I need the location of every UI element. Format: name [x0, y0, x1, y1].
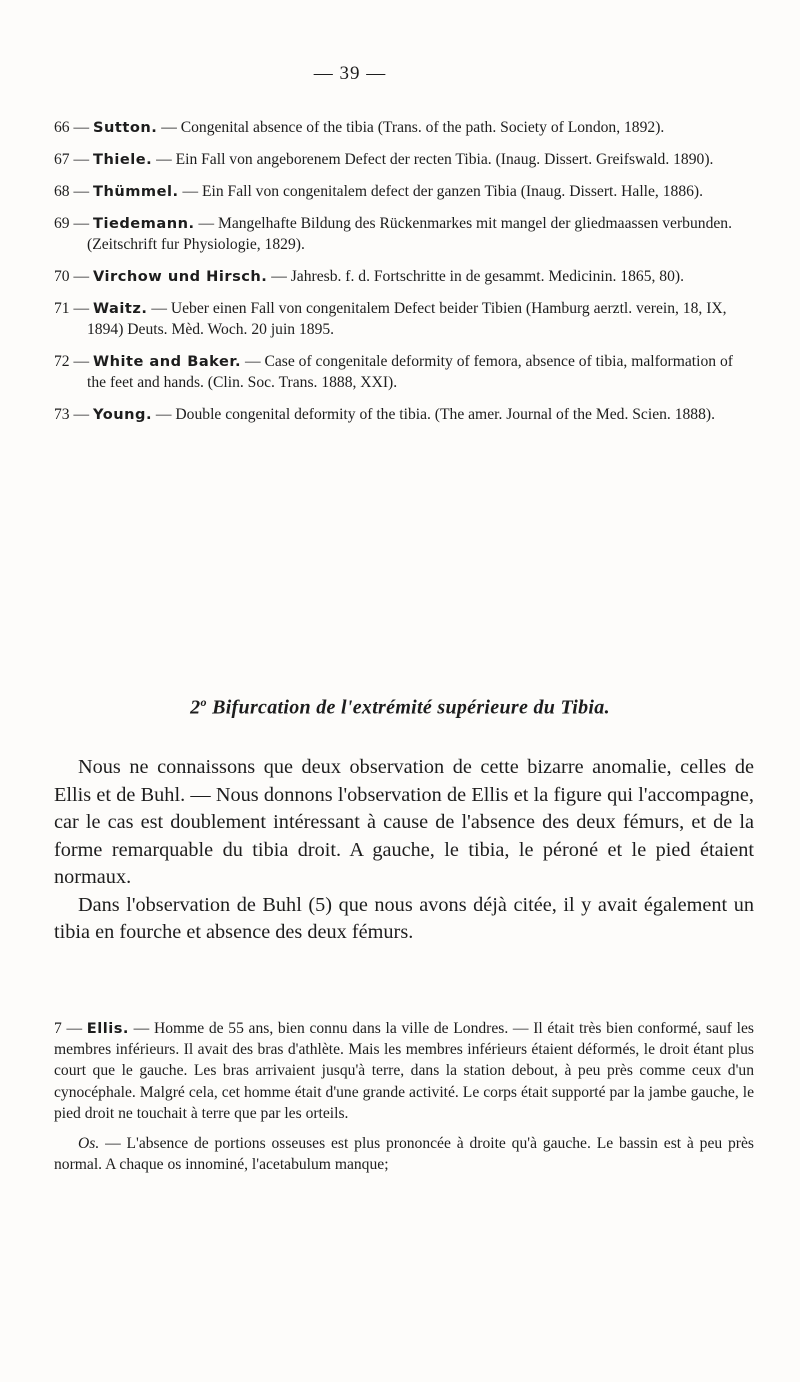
reference-author: Thiele.	[92, 151, 153, 168]
body-text	[54, 754, 754, 947]
reference-entry: 67 — Thiele. — Ein Fall von angeborenem Defect der recten Tibia. (Inaug. Dissert. Greifswald. 1890).	[54, 151, 714, 168]
reference-number: 72	[54, 353, 70, 370]
reference-entry: 72 — White and Baker. — Case of congenitale deformity of femora, absence of tibia, malformation of the feet and hands. (Clin. Soc. Trans. 1888, XXI).	[54, 353, 733, 391]
bones-label: Os.	[78, 1135, 100, 1153]
reference-entry: 68 — Thümmel. — Ein Fall von congenitalem defect der ganzen Tibia (Inaug. Dissert. Halle, 1886).	[54, 183, 704, 200]
reference-text: — Ueber einen Fall von congenitalem Defect beider Tibien (Hamburg aerztl. verein, 18, IX, 1894) Deuts. Mèd. Woch. 20 juin 1895.	[87, 300, 727, 338]
body-paragraph: Nous ne connaissons que deux observation de cette bizarre anomalie, celles de Ellis et de Buhl. — Nous donnons l'observation de Ellis et la figure qui l'accompagne, car le cas est doublement intéressant à cause de l'absence des deux fémurs, et de la forme remarquable du tibia droit. A gauche, le tibia, le péroné et le pied étaient normaux.	[54, 756, 754, 888]
reference-number: 66	[54, 119, 70, 136]
reference-entry: 69 — Tiedemann. — Mangelhafte Bildung des Rückenmarkes mit mangel der gliedmaassen verbunden. (Zeitschrift fur Physiologie, 1829).	[54, 215, 732, 253]
reference-author: Young.	[92, 406, 153, 423]
reference-author: Virchow und Hirsch.	[92, 268, 268, 285]
section-number: 2	[190, 696, 201, 719]
reference-entry: 71 — Waitz. — Ueber einen Fall von congenitalem Defect beider Tibien (Hamburg aerztl. verein, 18, IX, 1894) Deuts. Mèd. Woch. 20 juin 1895.	[54, 300, 727, 338]
reference-text: — Jahresb. f. d. Fortschritte in de gesammt. Medicinin. 1865, 80).	[271, 268, 684, 285]
observation-text: — Homme de 55 ans, bien connu dans la ville de Londres. — Il était très bien conformé, sauf les membres inférieurs. Il avait des bras d'athlète. Mais les membres inférieurs étaient déformés, le droit étant plus court que le gauche. Les bras arrivaient jusqu'à terre, dans la station debout, à peu près comme ceux d'un cynocéphale. Malgré cela, cet homme était d'une grande activité. Le corps était supporté par la jambe gauche, le pied droit ne touchait à terre que par les orteils.	[54, 1020, 754, 1122]
reference-entry: 66 — Sutton. — Congenital absence of the tibia (Trans. of the path. Society of London, 1892).	[54, 119, 665, 136]
reference-author: Sutton.	[92, 119, 158, 136]
body-paragraph: Dans l'observation de Buhl (5) que nous avons déjà citée, il y avait également un tibia en fourche et absence des deux fémurs.	[54, 893, 754, 943]
reference-author: Waitz.	[92, 300, 148, 317]
reference-number: 73	[54, 406, 70, 423]
reference-number: 70	[54, 268, 70, 285]
observation-author: Ellis.	[86, 1020, 129, 1037]
reference-author: Tiedemann.	[92, 215, 195, 232]
reference-text: — Mangelhafte Bildung des Rückenmarkes mit mangel der gliedmaassen verbunden. (Zeitschrift fur Physiologie, 1829).	[87, 215, 732, 253]
section-title: Bifurcation de l'extrémité supérieure du Tibia.	[212, 696, 610, 719]
reference-list	[54, 117, 754, 436]
page-number: — 39 —	[313, 63, 387, 84]
section-number-superscript: o	[200, 695, 207, 709]
reference-entry: 70 — Virchow und Hirsch. — Jahresb. f. d. Fortschritte in de gesammt. Medicinin. 1865, 80).	[54, 268, 684, 285]
reference-number: 71	[54, 300, 70, 317]
reference-text: — Ein Fall von congenitalem defect der ganzen Tibia (Inaug. Dissert. Halle, 1886).	[182, 183, 704, 200]
observation-block	[54, 1018, 754, 1175]
reference-text: — Ein Fall von angeborenem Defect der recten Tibia. (Inaug. Dissert. Greifswald. 1890).	[156, 151, 714, 168]
observation-bones-paragraph	[54, 1133, 754, 1175]
reference-entry: 73 — Young. — Double congenital deformity of the tibia. (The amer. Journal of the Med. Scien. 1888).	[54, 406, 715, 423]
bones-text: — L'absence de portions osseuses est plus prononcée à droite qu'à gauche. Le bassin est à peu près normal. A chaque os innominé, l'acetabulum manque;	[54, 1135, 754, 1174]
reference-text: — Congenital absence of the tibia (Trans. of the path. Society of London, 1892).	[161, 119, 665, 136]
section-heading	[0, 695, 800, 720]
reference-text: — Case of congenitale deformity of femora, absence of tibia, malformation of the feet and hands. (Clin. Soc. Trans. 1888, XXI).	[87, 353, 733, 391]
reference-text: — Double congenital deformity of the tibia. (The amer. Journal of the Med. Scien. 1888).	[155, 406, 715, 423]
observation-number: 7	[54, 1020, 62, 1037]
reference-number: 69	[54, 215, 70, 232]
reference-author: Thümmel.	[92, 183, 179, 200]
observation-paragraph: 7 — Ellis. — Homme de 55 ans, bien connu dans la ville de Londres. — Il était très bien conformé, sauf les membres inférieurs. Il avait des bras d'athlète. Mais les membres inférieurs étaient déformés, le droit étant plus court que le gauche. Les bras arrivaient jusqu'à terre, dans la station debout, à peu près comme ceux d'un cynocéphale. Malgré cela, cet homme était d'une grande activité. Le corps était supporté par la jambe gauche, le pied droit ne touchait à terre que par les orteils.	[54, 1020, 754, 1122]
reference-author: White and Baker.	[92, 353, 242, 370]
reference-number: 68	[54, 183, 70, 200]
reference-number: 67	[54, 151, 70, 168]
